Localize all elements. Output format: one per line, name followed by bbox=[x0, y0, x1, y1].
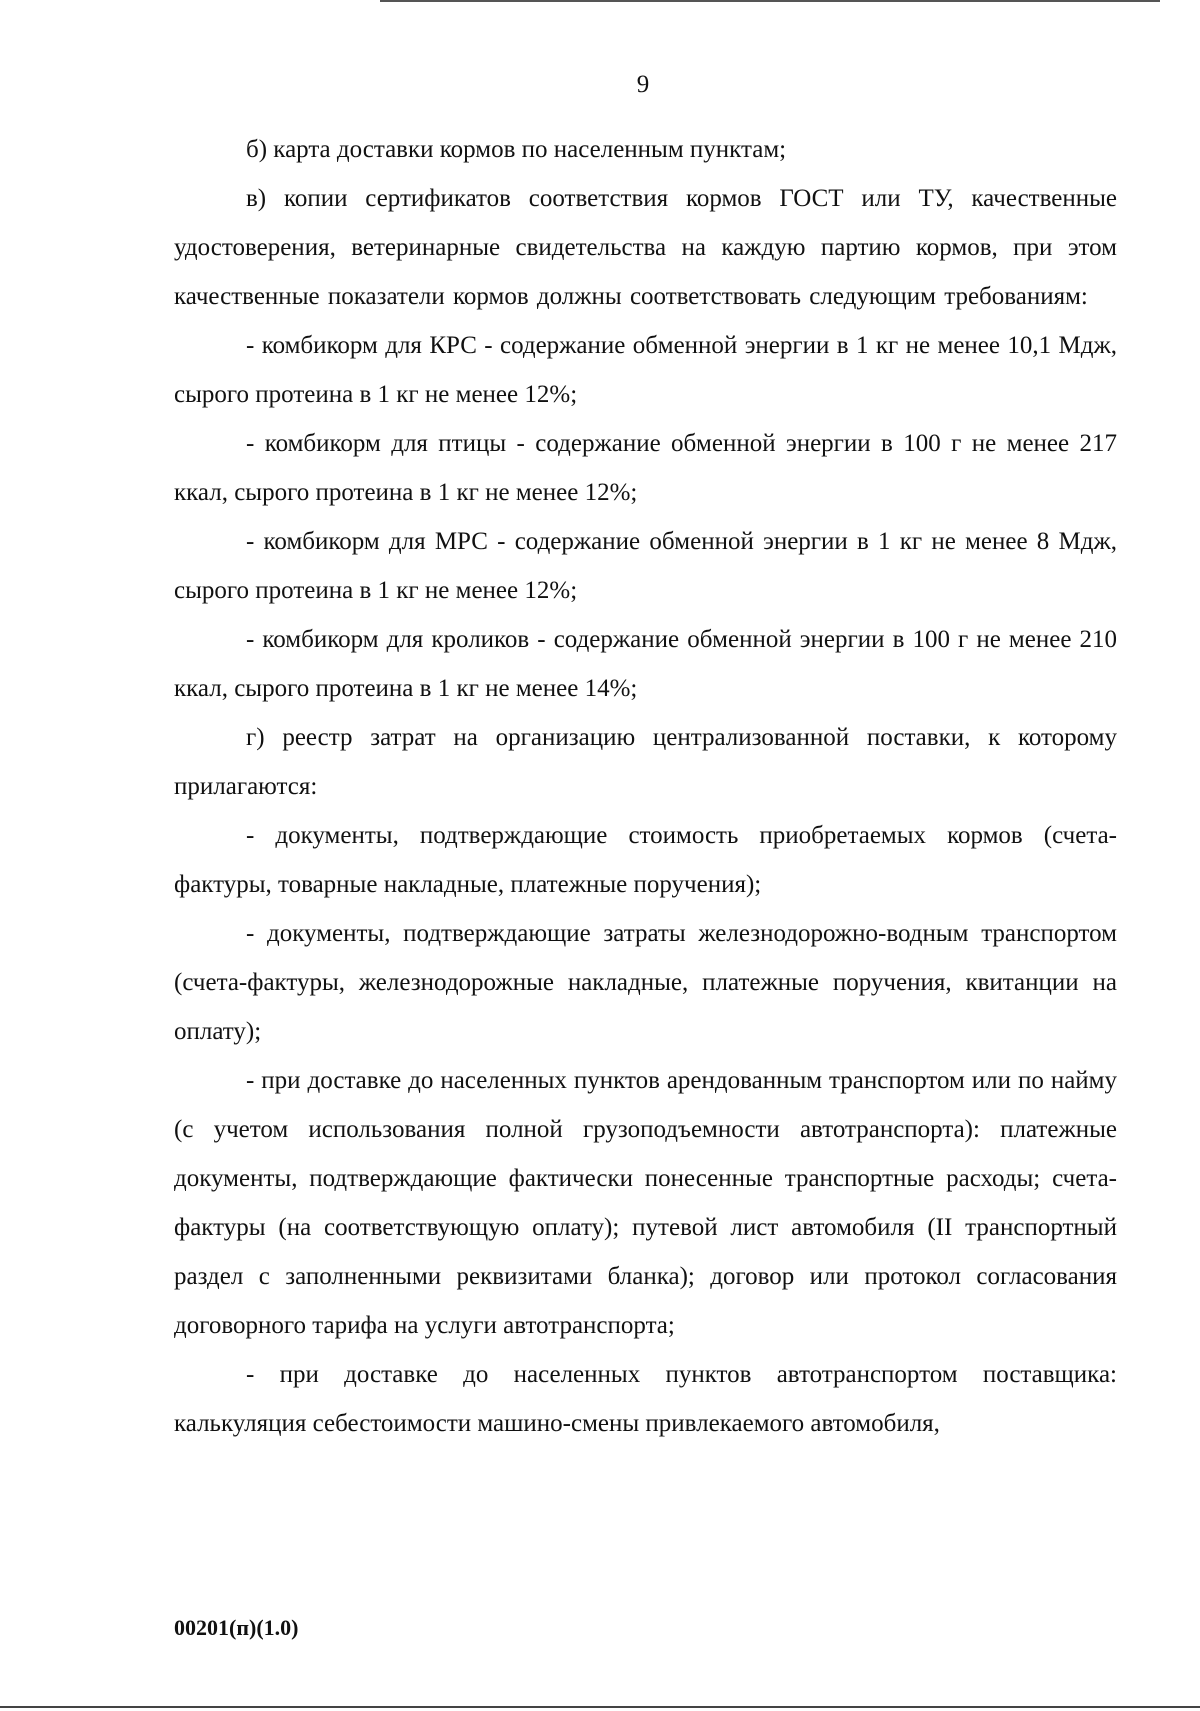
document-code: 00201(п)(1.0) bbox=[174, 1615, 299, 1640]
top-border-line bbox=[380, 0, 1160, 2]
page-number: 9 bbox=[636, 71, 650, 98]
list-item-supplier-transport: - при доставке до населенных пунктов автотранспортом поставщика: калькуляция себестоимости машино-смены привлекаемого автомобиля, bbox=[174, 1361, 1117, 1437]
paragraph-v-certificates: в) копии сертификатов соответствия кормов ГОСТ или ТУ, качественные удостоверения, ветеринарные свидетельства на каждую партию кормов, при этом качественные показатели кормов должны соответствовать следующим требованиям: bbox=[174, 185, 1117, 310]
list-item-feed-mrs: - комбикорм для МРС - содержание обменной энергии в 1 кг не менее 8 Мдж, сырого протеина в 1 кг не менее 12%; bbox=[174, 528, 1117, 604]
list-item-feed-krs: - комбикорм для КРС - содержание обменной энергии в 1 кг не менее 10,1 Мдж, сырого протеина в 1 кг не менее 12%; bbox=[174, 332, 1117, 408]
list-item-rented-transport: - при доставке до населенных пунктов арендованным транспортом или по найму (с учетом использования полной грузоподъемности автотранспорта): платежные документы, подтверждающие фактически понесенные транспортные расходы; счета-фактуры (на соответствующую оплату); путевой лист автомобиля (II транспортный раздел с заполненными реквизитами бланка); договор или протокол согласования договорного тарифа на услуги автотранспорта; bbox=[174, 1067, 1117, 1339]
paragraph-b-delivery-map: б) карта доставки кормов по населенным пунктам; bbox=[246, 136, 787, 163]
list-item-feed-poultry: - комбикорм для птицы - содержание обменной энергии в 100 г не менее 217 ккал, сырого протеина в 1 кг не менее 12%; bbox=[174, 430, 1117, 506]
list-item-rail-water-documents: - документы, подтверждающие затраты железнодорожно-водным транспортом (счета-фактуры, железнодорожные накладные, платежные поручения, квитанции на оплату); bbox=[174, 920, 1117, 1045]
list-item-feed-cost-documents: - документы, подтверждающие стоимость приобретаемых кормов (счета-фактуры, товарные накладные, платежные поручения); bbox=[174, 822, 1117, 898]
bottom-border-line bbox=[0, 1706, 1200, 1708]
list-item-feed-rabbits: - комбикорм для кроликов - содержание обменной энергии в 100 г не менее 210 ккал, сырого протеина в 1 кг не менее 14%; bbox=[174, 626, 1117, 702]
paragraph-g-cost-register: г) реестр затрат на организацию централизованной поставки, к которому прилагаются: bbox=[174, 724, 1117, 800]
document-body bbox=[174, 125, 1117, 1448]
